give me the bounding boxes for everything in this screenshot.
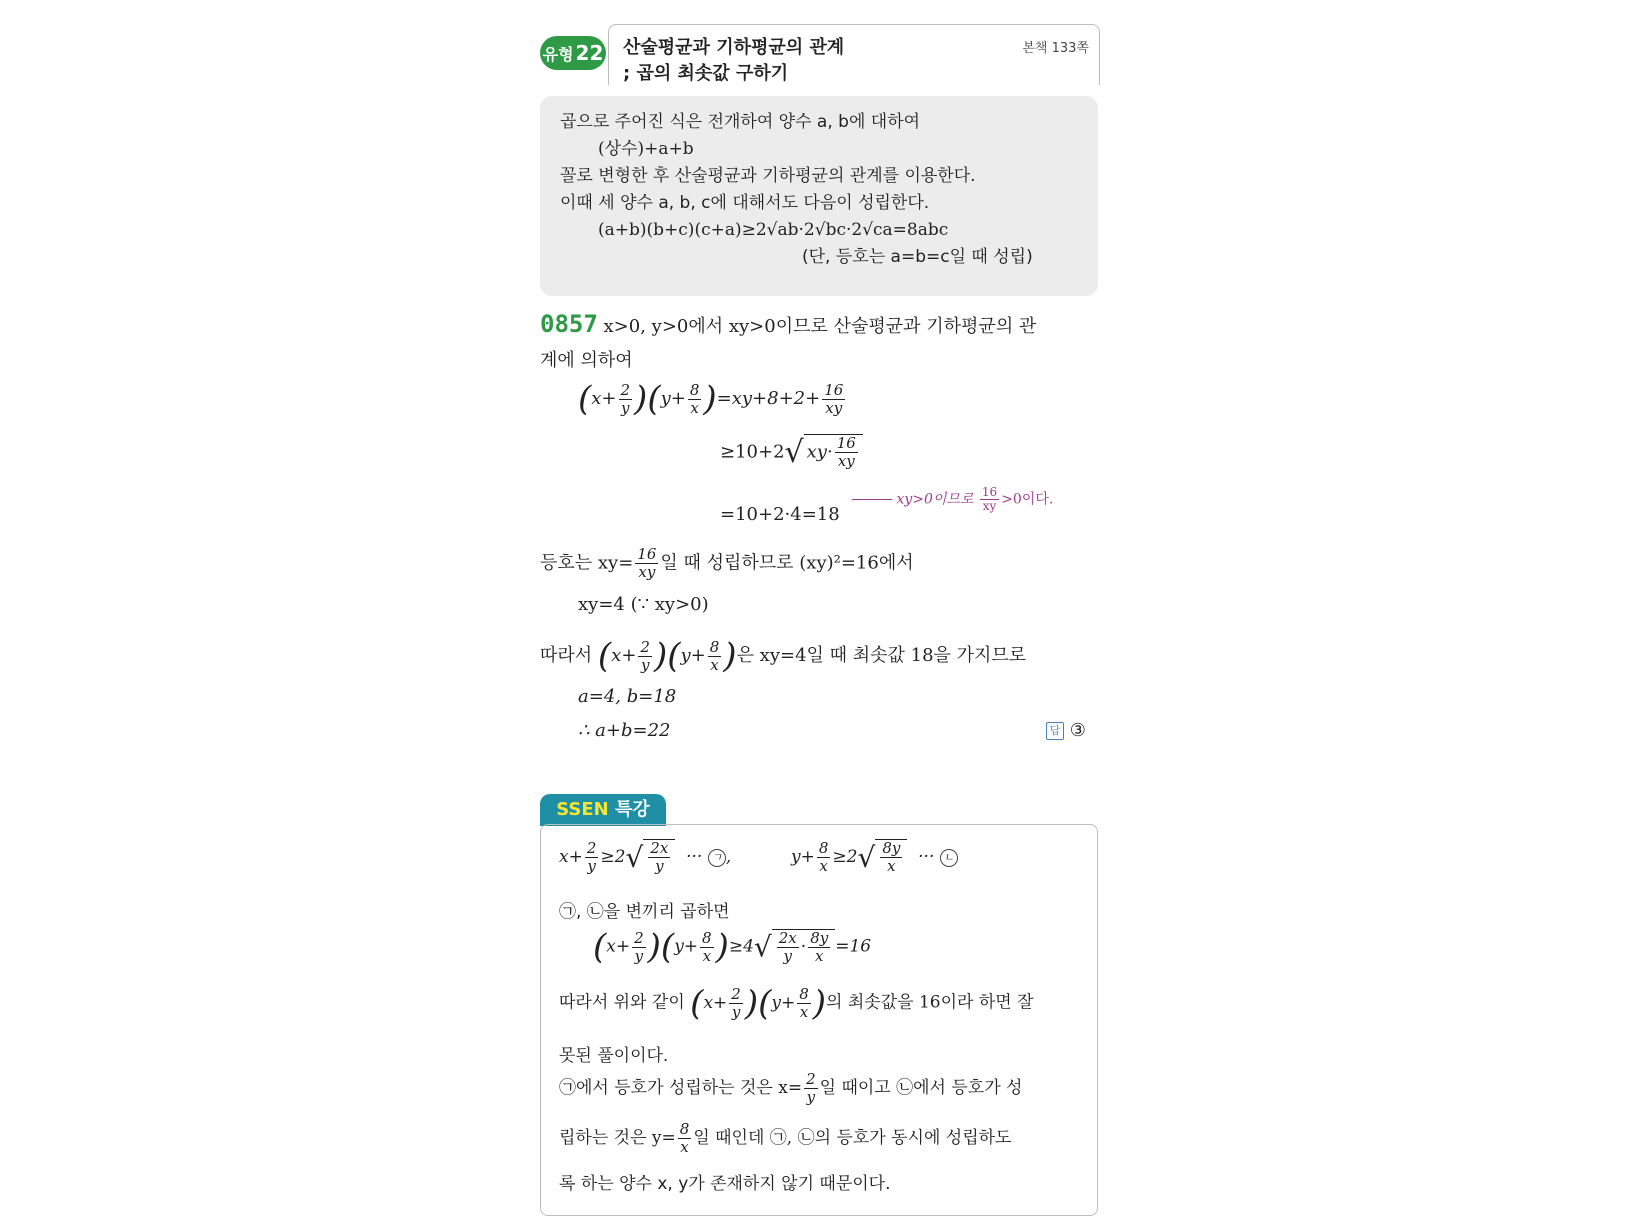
eq1-expansion: =xy+8+2+	[716, 388, 821, 409]
ab-values: a=4, b=18	[578, 686, 677, 707]
problem-intro	[540, 310, 1036, 338]
therefore-line: 따라서 (x+ $\frac{2}{y}$ )(y+ $\frac{8}{x}$ )은 xy=4일 때 최솟값 18을 가지므로	[540, 636, 1027, 676]
summary-line-4: 이때 세 양수 a, b, c에 대해서도 다음이 성립한다.	[560, 193, 930, 213]
ssen-line-7b: 일 때인데 ㉠, ㉡의 등호가 동시에 성립하도	[693, 1128, 1012, 1148]
note-part-1: xy>0이므로	[896, 491, 974, 508]
type-badge	[540, 36, 606, 70]
summary-condition: (단, 등호는 a=b=c일 때 성립)	[802, 247, 1033, 267]
section-title	[623, 35, 844, 87]
intro-line-2: 계에 의하여	[540, 350, 633, 371]
ssen-line-6b: 일 때이고 ㉡에서 등호가 성	[819, 1078, 1023, 1098]
conclusion: ∴ a+b=22	[578, 720, 671, 741]
ssen-line-8: 록 하는 양수 x, y가 존재하지 않기 때문이다.	[559, 1174, 891, 1194]
type-number: 22	[575, 41, 604, 65]
ssen-line-2: ㉠, ㉡을 변끼리 곱하면	[559, 902, 730, 922]
problem-number: 0857	[540, 310, 598, 338]
page-reference: 본책 133쪽	[1022, 41, 1089, 56]
side-note: xy>0이므로 $\frac{16}{xy}$ >0이다.	[852, 486, 1053, 513]
summary-line-1: 곱으로 주어진 식은 전개하여 양수 a, b에 대하여	[560, 112, 921, 132]
ssen-line-6: ㉠에서 등호가 성립하는 것은 x= $\frac{2}{y}$ 일 때이고 ㉡에서 등호가 성	[559, 1070, 1023, 1106]
ssen-line-4: 따라서 위와 같이 (x+ $\frac{2}{y}$ )(y+ $\frac{8}{x}$ )의 최솟값을 16이라 하면 잘	[559, 983, 1034, 1023]
summary-line-2: (상수)+a+b	[598, 139, 694, 159]
ssen-line-4a: 따라서 위와 같이	[559, 992, 685, 1013]
ssen-box	[540, 824, 1098, 1216]
title-line-2: ; 곱의 최솟값 구하기	[623, 63, 789, 84]
ssen-inequality-2: y+ $\frac{8}{x}$ ≥2√ $\frac{8y}{x}$ ··· ㄴ	[791, 839, 958, 875]
equality-condition: 등호는 xy= $\frac{16}{xy}$ 일 때 성립하므로 (xy)²=16에서	[540, 545, 914, 581]
ssen-inequality-1: x+ $\frac{2}{y}$ ≥2√ $\frac{2x}{y}$ ··· ㄱ ,	[559, 839, 732, 875]
equality-part-2: 일 때 성립하므로 (xy)²=16에서	[660, 552, 914, 574]
summary-formula: (a+b)(b+c)(c+a)≥2√ab·2√bc·2√ca=8abc	[598, 220, 949, 240]
equation-line-1: (x+ $\frac{2}{y}$ )(y+ $\frac{8}{x}$ )=xy+8+2+ $\frac{16}{xy}$	[578, 379, 844, 419]
title-line-1: 산술평균과 기하평균의 관계	[623, 37, 845, 58]
ssen-line-4b: 의 최솟값을 16이라 하면 잘	[826, 992, 1034, 1013]
ssen-product: (x+ $\frac{2}{y}$ )(y+ $\frac{8}{x}$ )≥4√ $\frac{2x}{y}$ · $\frac{8y}{x}$ =16	[593, 927, 872, 967]
answer-icon: 답	[1046, 722, 1064, 740]
concept-summary-box	[540, 96, 1098, 296]
ssen-line-6a: ㉠에서 등호가 성립하는 것은 x=	[559, 1078, 803, 1098]
ssen-tab-brand: SSEN	[556, 799, 609, 820]
equality-part-1: 등호는 xy=	[540, 552, 634, 574]
ssen-line-5: 못된 풀이이다.	[559, 1046, 669, 1066]
xy-value: xy=4 (∵ xy>0)	[578, 594, 709, 615]
ssen-tab-label: 특강	[614, 799, 650, 820]
intro-line-1: x>0, y>0에서 xy>0이므로 산술평균과 기하평균의 관	[603, 316, 1037, 337]
equation-line-2: ≥10+2√ xy· $\frac{16}{xy}$	[720, 434, 863, 470]
therefore-part-1: 따라서	[540, 645, 593, 666]
answer	[1046, 720, 1086, 741]
section-header	[608, 24, 1100, 85]
note-part-2: >0이다.	[1001, 491, 1054, 508]
eq2-head: ≥10+2	[720, 441, 785, 463]
type-label: 유형	[542, 45, 574, 64]
answer-value: ③	[1069, 720, 1086, 741]
ssen-line-7: 립하는 것은 y= $\frac{8}{x}$ 일 때인데 ㉠, ㉡의 등호가 동시에 성립하도	[559, 1120, 1012, 1156]
equation-line-3: =10+2·4=18	[720, 504, 840, 525]
ssen-line-7a: 립하는 것은 y=	[559, 1128, 676, 1148]
ssen-tab	[540, 794, 666, 826]
solution-page	[540, 24, 1100, 1214]
therefore-part-2: 은 xy=4일 때 최솟값 18을 가지므로	[736, 645, 1027, 666]
summary-line-3: 꼴로 변형한 후 산술평균과 기하평균의 관계를 이용한다.	[560, 166, 976, 186]
